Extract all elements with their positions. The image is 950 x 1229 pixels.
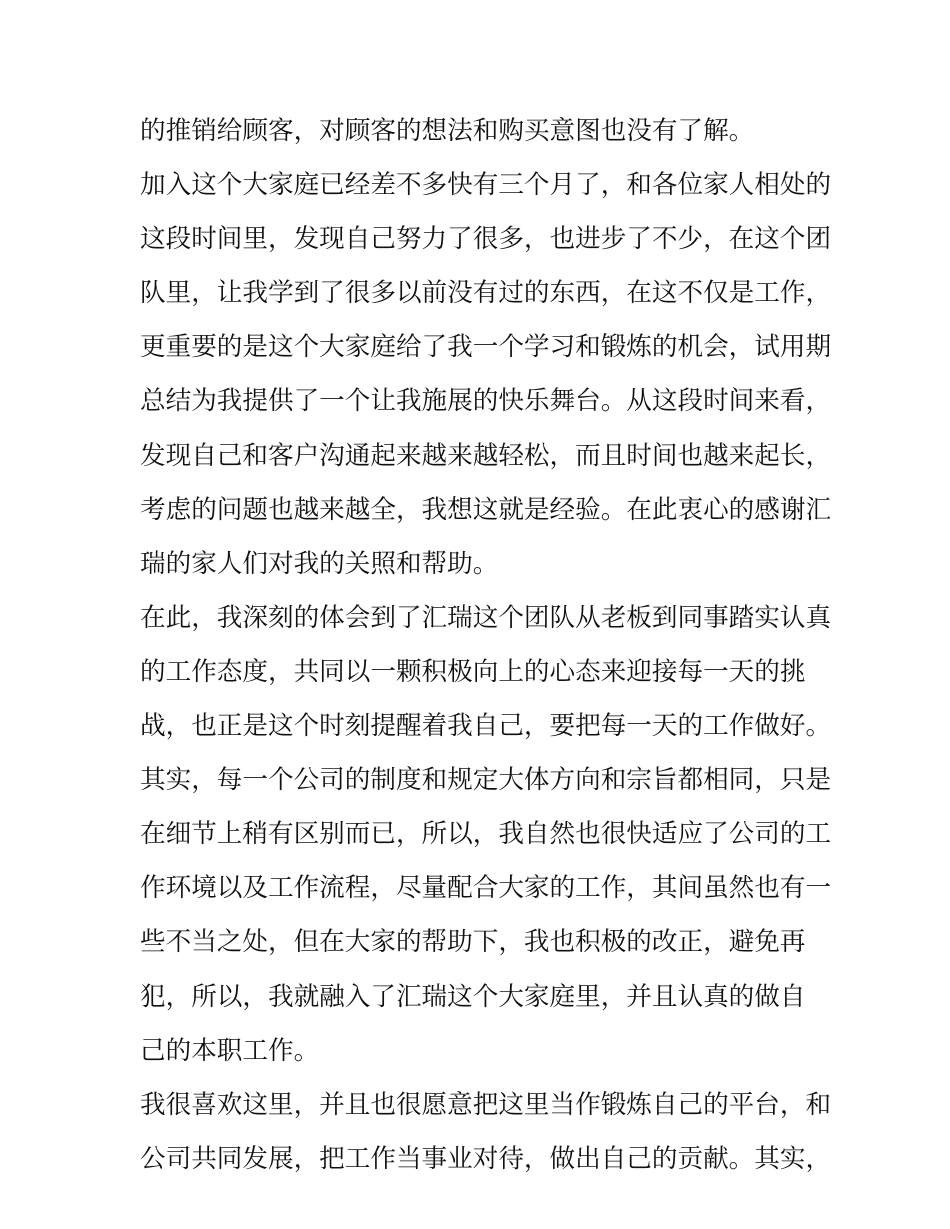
text-line: 公司共同发展，把工作当事业对待，做出自己的贡献。其实，	[140, 1143, 832, 1174]
text-line: 总结为我提供了一个让我施展的快乐舞台。从这段时间来看，	[140, 386, 832, 417]
text-line: 这段时间里，发现自己努力了很多，也进步了不少，在这个团	[140, 224, 832, 255]
text-line: 其实，每一个公司的制度和规定大体方向和宗旨都相同，只是	[140, 765, 832, 796]
text-line: 己的本职工作。	[140, 1035, 320, 1066]
text-line: 瑞的家人们对我的关照和帮助。	[140, 548, 499, 579]
text-line: 的工作态度，共同以一颗积极向上的心态来迎接每一天的挑	[140, 656, 806, 687]
text-line: 发现自己和客户沟通起来越来越轻松，而且时间也越来起长，	[140, 440, 832, 471]
text-line: 我很喜欢这里，并且也很愿意把这里当作锻炼自己的平台，和	[140, 1089, 832, 1120]
body-text	[140, 104, 832, 1186]
text-line: 的推销给顾客，对顾客的想法和购买意图也没有了解。	[140, 116, 755, 146]
text-line: 队里，让我学到了很多以前没有过的东西，在这不仅是工作，	[140, 278, 832, 309]
text-line: 考虑的问题也越来越全，我想这就是经验。在此衷心的感谢汇	[140, 494, 832, 525]
text-line: 些不当之处，但在大家的帮助下，我也积极的改正，避免再	[140, 927, 806, 958]
text-line: 作环境以及工作流程，尽量配合大家的工作，其间虽然也有一	[140, 873, 832, 904]
text-line: 犯，所以，我就融入了汇瑞这个大家庭里，并且认真的做自	[140, 981, 806, 1012]
text-line: 在细节上稍有区别而已，所以，我自然也很快适应了公司的工	[140, 819, 832, 850]
text-line: 在此，我深刻的体会到了汇瑞这个团队从老板到同事踏实认真	[140, 602, 832, 633]
text-line: 战，也正是这个时刻提醒着我自己，要把每一天的工作做好。	[140, 711, 832, 742]
text-line: 更重要的是这个大家庭给了我一个学习和锻炼的机会，试用期	[140, 332, 832, 363]
text-line: 加入这个大家庭已经差不多快有三个月了，和各位家人相处的	[140, 170, 832, 201]
